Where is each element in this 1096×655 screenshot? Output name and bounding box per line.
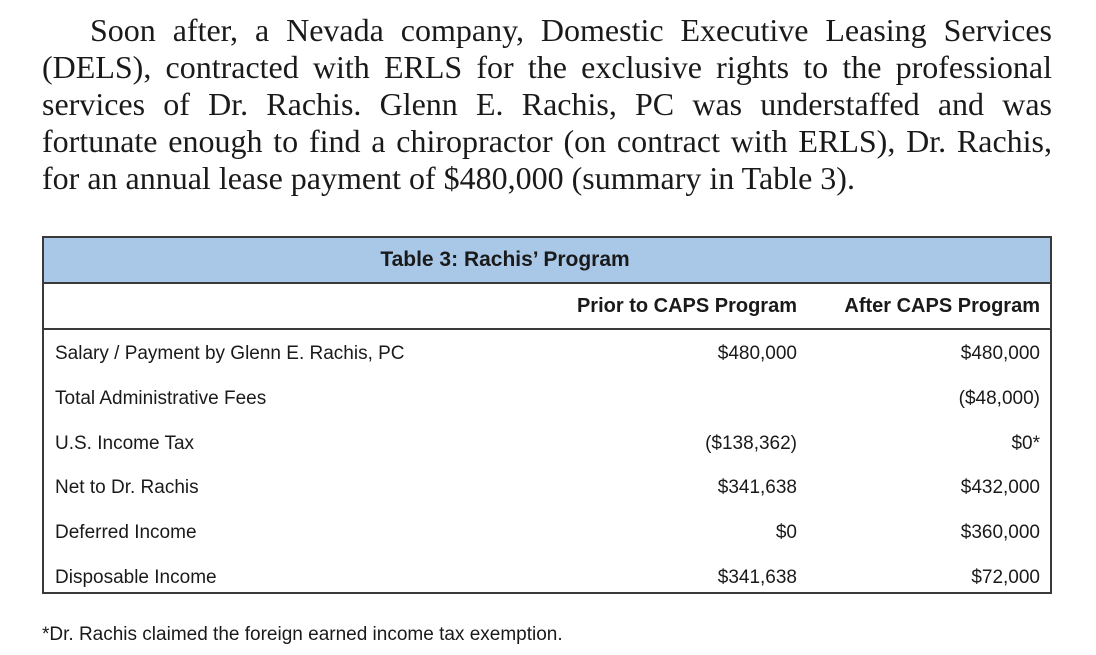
rachis-program-table bbox=[42, 236, 1052, 594]
table-row bbox=[44, 421, 1050, 466]
body-paragraph: Soon after, a Nevada company, Domestic Executive Leasing Services (DELS), contracted with ERLS for the exclusive rights to the professional services of Dr. Rachis. Glenn E. Rachis, PC was understaffed and was fortunate enough to find a chiropractor (on contract with ERLS), Dr. Rachis, for an annual lease payment of $480,000 (summary in Table 3). bbox=[42, 12, 1052, 196]
row-prior-value bbox=[475, 377, 797, 422]
table-title: Table 3: Rachis’ Program bbox=[380, 248, 630, 271]
header-row bbox=[44, 284, 1050, 329]
row-label: Disposable Income bbox=[55, 566, 217, 588]
row-prior-value: $341,638 bbox=[717, 477, 797, 499]
table-row bbox=[44, 329, 1050, 377]
table-row bbox=[44, 377, 1050, 422]
row-after-value: $0* bbox=[1011, 432, 1040, 454]
header-prior: Prior to CAPS Program bbox=[475, 284, 797, 329]
row-label: Salary / Payment by Glenn E. Rachis, PC bbox=[55, 343, 405, 365]
row-label: Net to Dr. Rachis bbox=[55, 477, 199, 499]
row-prior-value: $341,638 bbox=[717, 566, 797, 588]
table-title-bar bbox=[44, 238, 1050, 284]
row-after-value: $480,000 bbox=[960, 343, 1040, 365]
row-after-value: $432,000 bbox=[960, 477, 1040, 499]
row-label: Deferred Income bbox=[55, 522, 197, 544]
row-label: U.S. Income Tax bbox=[55, 432, 195, 454]
table-row bbox=[44, 466, 1050, 511]
table-row bbox=[44, 511, 1050, 556]
row-prior-value: $0 bbox=[775, 522, 797, 544]
row-after-value: ($48,000) bbox=[958, 388, 1040, 410]
row-prior-value: $480,000 bbox=[717, 343, 797, 365]
header-after: After CAPS Program bbox=[797, 284, 1050, 329]
row-label: Total Administrative Fees bbox=[55, 388, 267, 410]
table-row bbox=[44, 555, 1050, 600]
footnote: *Dr. Rachis claimed the foreign earned income tax exemption. bbox=[42, 624, 563, 645]
row-after-value: $72,000 bbox=[971, 566, 1040, 588]
header-label bbox=[44, 284, 475, 329]
row-after-value: $360,000 bbox=[960, 522, 1040, 544]
row-prior-value: ($138,362) bbox=[705, 432, 797, 454]
data-table bbox=[44, 284, 1050, 600]
